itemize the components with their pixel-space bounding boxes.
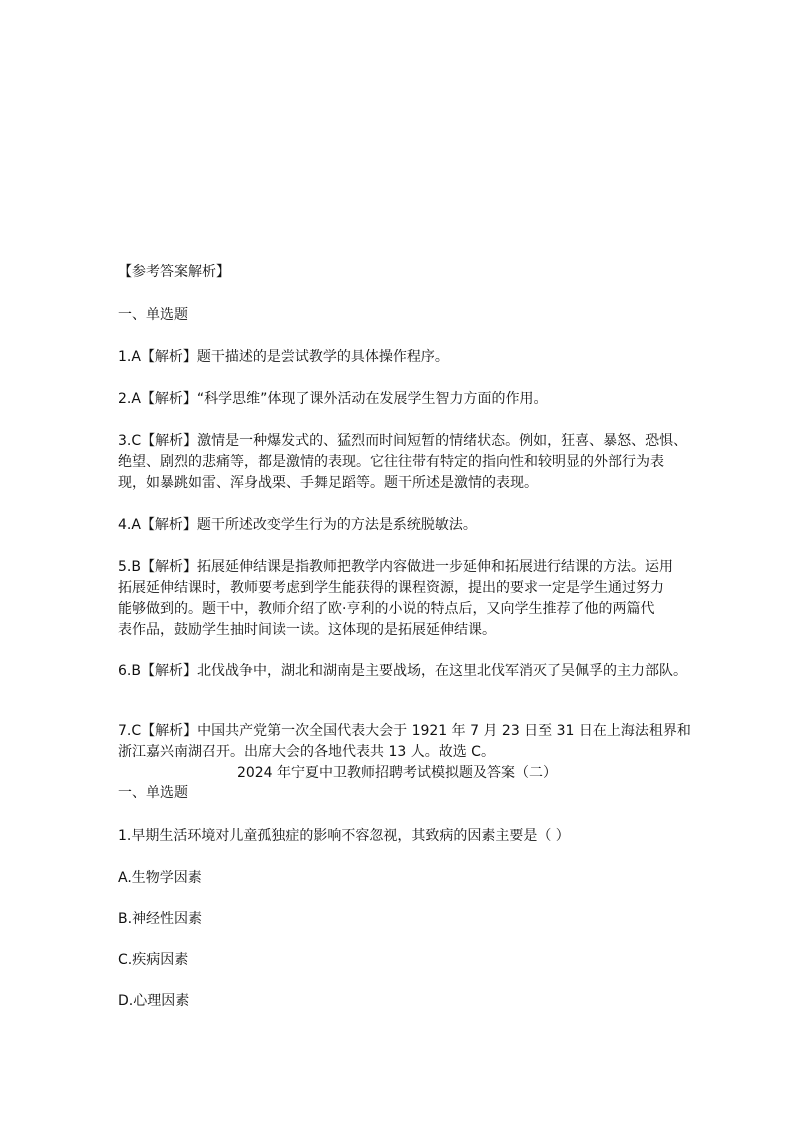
option-b: B.神经性因素	[118, 911, 203, 927]
answer-section-title: 一、单选题	[118, 307, 188, 323]
answer-line: 浙江嘉兴南湖召开。出席大会的各地代表共 13 人。故选 C。	[118, 744, 495, 760]
answer-key-header: 【参考答案解析】	[118, 264, 230, 280]
answer-line: 1.A【解析】题干描述的是尝试教学的具体操作程序。	[118, 349, 449, 365]
answer-line: 6.B【解析】北伐战争中，湖北和湖南是主要战场，在这里北伐军消灭了吴佩孚的主力部队。	[118, 663, 687, 679]
option-d: D.心理因素	[118, 993, 190, 1009]
answer-line: 4.A【解析】题干所述改变学生行为的方法是系统脱敏法。	[118, 517, 477, 533]
exam-section-title: 一、单选题	[118, 785, 188, 801]
answer-line: 表作品，鼓励学生抽时间读一读。这体现的是拓展延伸结课。	[118, 622, 496, 638]
question-1: 1.早期生活环境对儿童孤独症的影响不容忽视，其致病的因素主要是（ ）	[118, 828, 570, 844]
answer-line: 7.C【解析】中国共产党第一次全国代表大会于 1921 年 7 月 23 日至 31 日在上海法租界和	[118, 723, 691, 739]
option-c: C.疾病因素	[118, 952, 189, 968]
answer-line: 2.A【解析】“科学思维”体现了课外活动在发展学生智力方面的作用。	[118, 391, 548, 407]
answer-line: 5.B【解析】拓展延伸结课是指教师把教学内容做进一步延伸和拓展进行结课的方法。运用	[118, 559, 673, 575]
answer-line: 现，如暴跳如雷、浑身战栗、手舞足蹈等。题干所述是激情的表现。	[118, 475, 538, 491]
answer-line: 能够做到的。题干中，教师介绍了欧·亨利的小说的特点后，又向学生推荐了他的两篇代	[118, 601, 655, 617]
answer-line: 绝望、剧烈的悲痛等，都是激情的表现。它往往带有特定的指向性和较明显的外部行为表	[118, 454, 664, 470]
exam-title: 2024 年宁夏中卫教师招聘考试模拟题及答案（二）	[236, 765, 558, 781]
answer-line: 拓展延伸结课时，教师要考虑到学生能获得的课程资源，提出的要求一定是学生通过努力	[118, 580, 664, 596]
answer-line: 3.C【解析】激情是一种爆发式的、猛烈而时间短暂的情绪状态。例如，狂喜、暴怒、恐惧、	[118, 433, 688, 449]
option-a: A.生物学因素	[118, 870, 202, 886]
